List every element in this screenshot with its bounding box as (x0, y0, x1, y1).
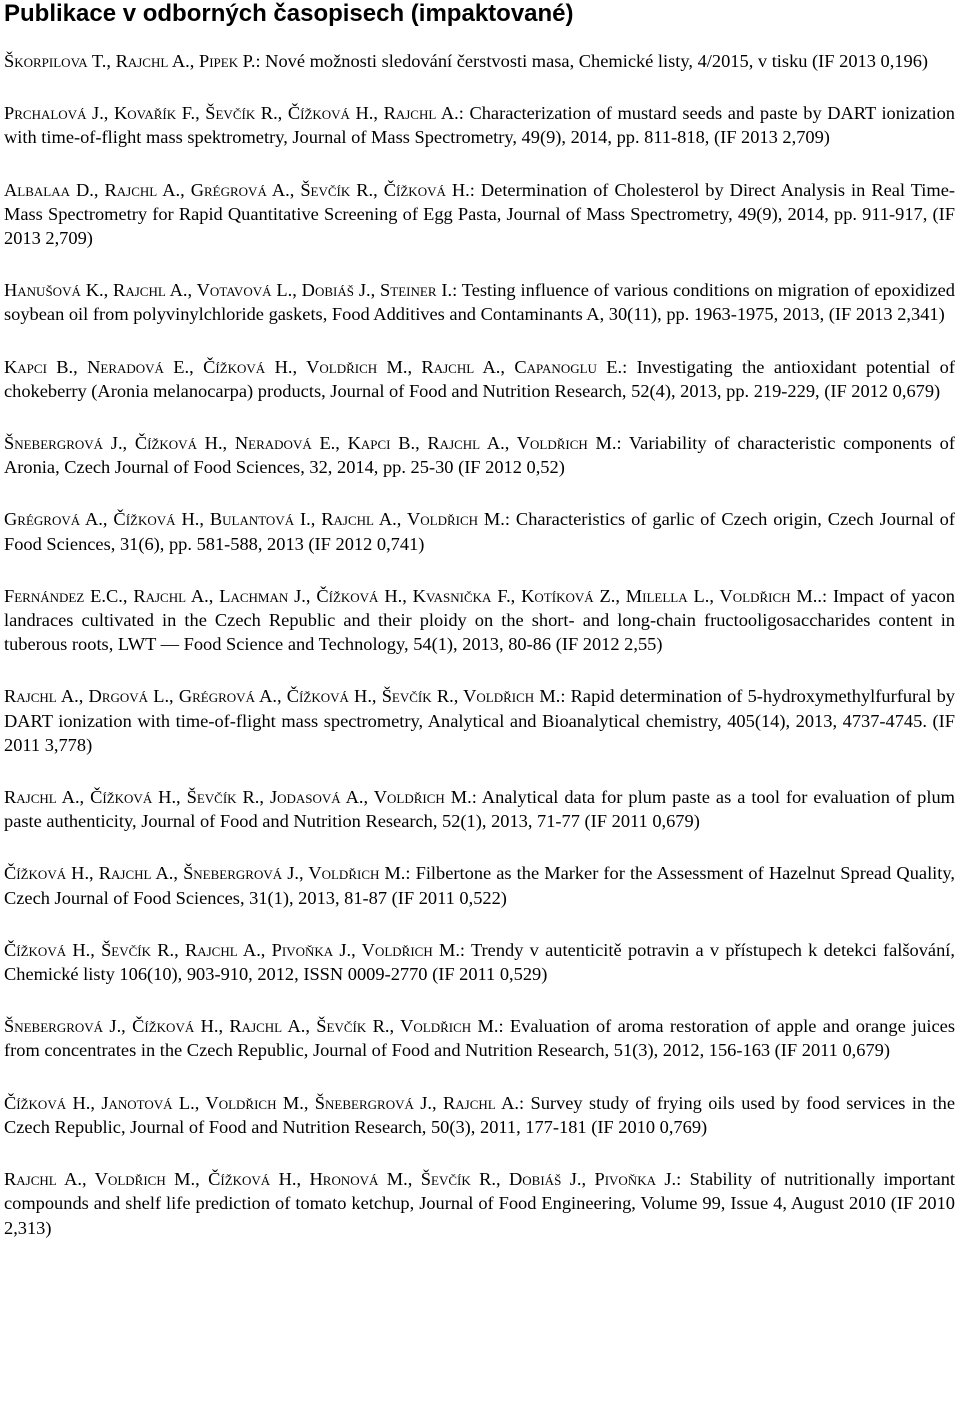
publication-entry (4, 178, 955, 251)
publication-authors: Šnebergrová J., Čížková H., Rajchl A., Ševčík R., Voldřich M. (4, 1016, 499, 1037)
publication-entry (4, 1167, 955, 1240)
publication-authors: Albalaa D., Rajchl A., Grégrová A., Ševčík R., Čížková H. (4, 179, 470, 200)
publication-authors: Čížková H., Ševčík R., Rajchl A., Pivoňka J., Voldřich M. (4, 939, 460, 960)
publication-entry (4, 684, 955, 757)
publication-details: : Stability of nutritionally important compounds and shelf life prediction of tomato ketchup, Journal of Food Engineering, Volume 99, Issue 4, August 2010 (IF 2010 2,313) (4, 1169, 955, 1238)
publication-authors: Škorpilova T., Rajchl A., Pipek P. (4, 51, 256, 71)
publication-details: : Survey study of frying oils used by food services in the Czech Republic, Journal of Food and Nutrition Research, 50(3), 2011, 177-181 (IF 2010 0,769) (4, 1092, 955, 1137)
publication-authors: Čížková H., Rajchl A., Šnebergrová J., Voldřich M. (4, 863, 406, 884)
publication-entry (4, 1014, 955, 1062)
publication-authors: Kapci B., Neradová E., Čížková H., Voldřich M., Rajchl A., Capanoglu E. (4, 356, 623, 377)
publication-entry (4, 431, 955, 479)
publication-details: : Variability of characteristic components of Aronia, Czech Journal of Food Sciences, 32, 2014, pp. 25-30 (IF 2012 0,52) (4, 433, 955, 478)
page-title: Publikace v odborných časopisech (impaktované) (4, 0, 574, 27)
publication-details: : Evaluation of aroma restoration of apple and orange juices from concentrates in the Czech Republic, Journal of Food and Nutrition Research, 51(3), 2012, 156-163 (IF 2011 0,679) (4, 1016, 955, 1061)
publication-authors: Šnebergrová J., Čížková H., Neradová E., Kapci B., Rajchl A., Voldřich M. (4, 433, 617, 454)
publication-entry (4, 785, 955, 833)
publication-details: : Determination of Cholesterol by Direct Analysis in Real Time-Mass Spectrometry for Rapid Quantitative Screening of Egg Pasta, Journal of Mass Spectrometry, 49(9), 2014, pp. 911-917, (IF 2013 2,709) (4, 179, 955, 249)
publication-details: : Trendy v autenticitě potravin a v přístupech k detekci falšování, Chemické listy 106(10), 903-910, 2012, ISSN 0009-2770 (IF 2011 0,529) (4, 939, 955, 985)
publication-details: : Nové možnosti sledování čerstvosti masa, Chemické listy, 4/2015, v tisku (IF 2013 0,196) (255, 51, 929, 71)
publication-authors: Fernández E.C., Rajchl A., Lachman J., Čížková H., Kvasnička F., Kotíková Z., Milella L., Voldřich M. (4, 585, 818, 606)
publication-authors: Rajchl A., Voldřich M., Čížková H., Hronová M., Ševčík R., Dobiáš J., Pivoňka J. (4, 1169, 677, 1190)
publication-entry (4, 278, 955, 326)
publication-details: .: Impact of yacon landraces cultivated in the Czech Republic and their ploidy on the short- and long-chain fructooligosaccharides content in tuberous roots, LWT ― Food Science and Technology, 54(1), 2013, 80-86 (IF 2012 2,55) (4, 585, 955, 655)
publication-details: : Rapid determination of 5-hydroxymethylfurfural by DART ionization with time-of-flight mass spectrometry, Analytical and Bioanalytical chemistry, 405(14), 2013, 4737-4745. (IF 2011 3,778) (4, 686, 955, 755)
publication-authors: Grégrová A., Čížková H., Bulantová I., Rajchl A., Voldřich M. (4, 509, 505, 530)
publication-authors: Rajchl A., Čížková H., Ševčík R., Jodasová A., Voldřich M. (4, 787, 472, 808)
publication-entry (4, 507, 955, 555)
publication-details: : Testing influence of various conditions on migration of epoxidized soybean oil from polyvinylchloride gaskets, Food Additives and Contaminants A, 30(11), pp. 1963-1975, 2013, (IF 2013 2,341) (4, 280, 956, 325)
publication-list (4, 49, 955, 1240)
publication-authors: Rajchl A., Drgová L., Grégrová A., Čížková H., Ševčík R., Voldřich M. (4, 686, 561, 707)
publication-entry (4, 101, 955, 149)
publication-entry (4, 49, 955, 73)
publication-entry (4, 861, 955, 909)
publication-entry (4, 584, 955, 657)
publication-details: : Analytical data for plum paste as a tool for evaluation of plum paste authenticity, Journal of Food and Nutrition Research, 52(1), 2013, 71-77 (IF 2011 0,679) (4, 787, 955, 832)
publication-authors: Čížková H., Janotová L., Voldřich M., Šnebergrová J., Rajchl A. (4, 1092, 519, 1113)
publication-entry (4, 355, 955, 403)
publication-entry (4, 1091, 955, 1139)
publication-details: : Investigating the antioxidant potential of chokeberry (Aronia melanocarpa) products, Journal of Food and Nutrition Research, 52(4), 2013, pp. 219-229, (IF 2012 0,679) (4, 356, 955, 401)
publication-entry (4, 938, 955, 986)
publication-details: : Filbertone as the Marker for the Assessment of Hazelnut Spread Quality, Czech Journal of Food Sciences, 31(1), 2013, 81-87 (IF 2011 0,522) (4, 863, 955, 908)
publication-authors: Hanušová K., Rajchl A., Votavová L., Dobiáš J., Steiner I. (4, 280, 453, 301)
publication-details: : Characteristics of garlic of Czech origin, Czech Journal of Food Sciences, 31(6), pp. 581-588, 2013 (IF 2012 0,741) (4, 509, 955, 554)
publication-authors: Prchalová J., Kovařík F., Ševčík R., Čížková H., Rajchl A. (4, 103, 459, 124)
publication-details: : Characterization of mustard seeds and paste by DART ionization with time-of-flight mass spektrometry, Journal of Mass Spectrometry, 49(9), 2014, pp. 811-818, (IF 2013 2,709) (4, 103, 955, 148)
